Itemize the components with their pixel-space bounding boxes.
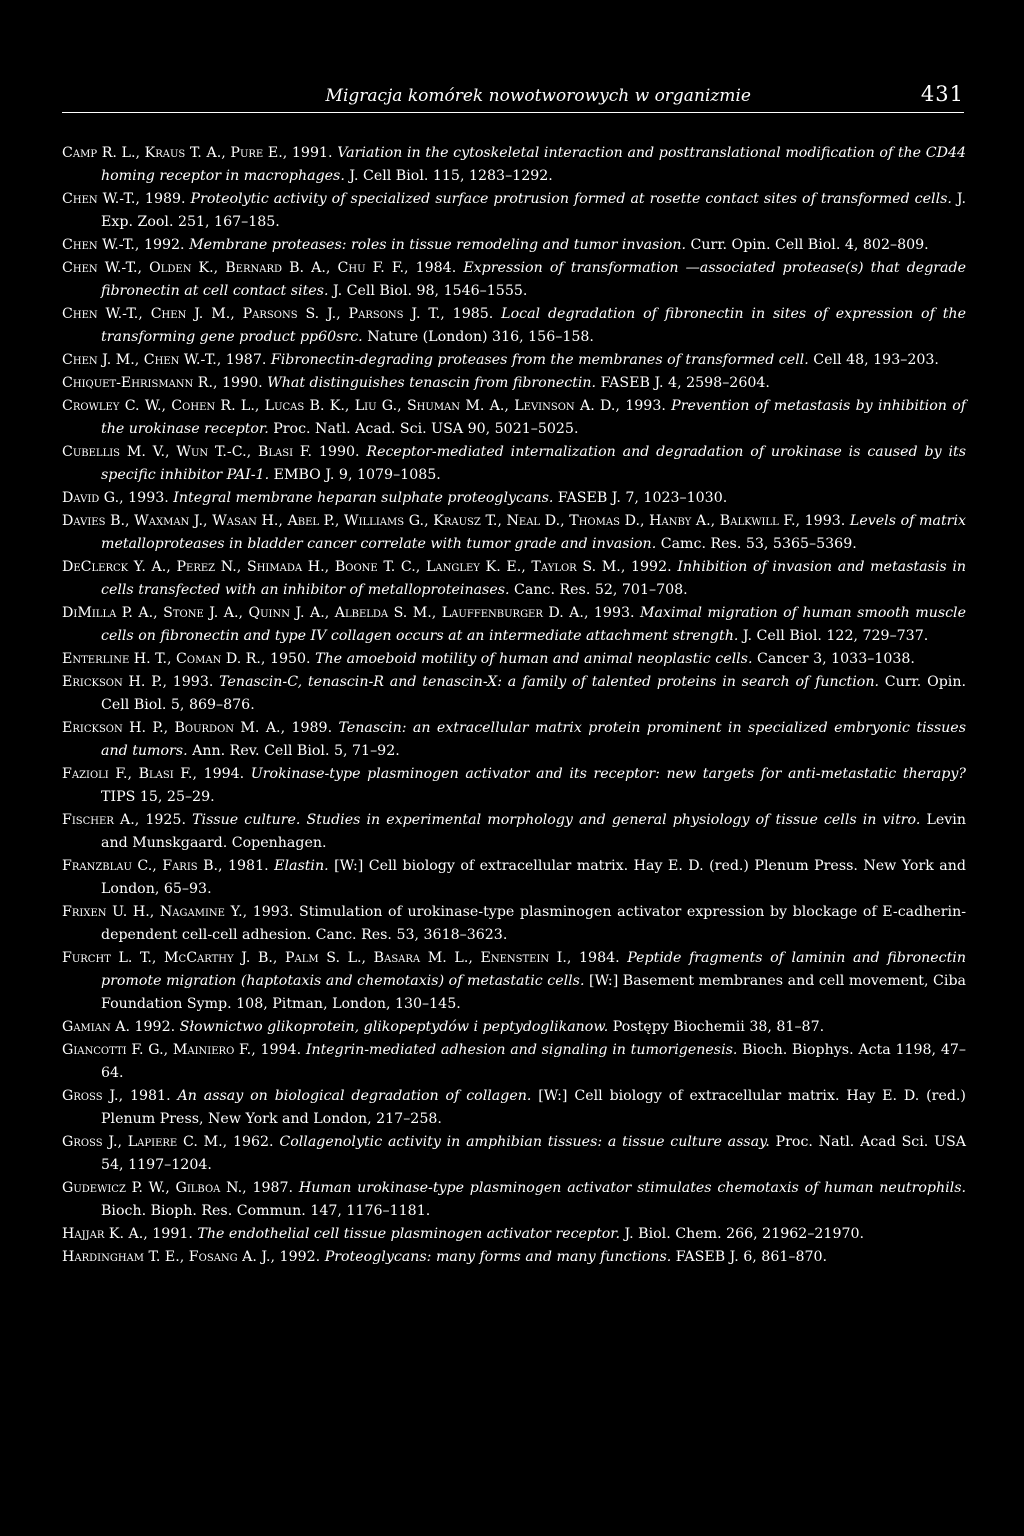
reference-source: Stimulation of urokinase-type plasminogen activator expression by blockage of E-cadherin-dependent cell-cell adhesion. Canc. Res. 53, 3618–3623. xyxy=(101,904,966,943)
reference-entry xyxy=(62,441,966,487)
reference-entry xyxy=(62,855,966,901)
reference-source: Cancer 3, 1033–1038. xyxy=(752,651,915,667)
reference-year: , 1925. xyxy=(134,812,193,828)
reference-title: Variation in the cytoskeletal interaction and posttranslational modification of the CD44 homing receptor in macrophages. xyxy=(101,145,967,184)
running-title: Migracja komórek nowotworowych w organizmie xyxy=(325,86,751,106)
reference-year: , 1981. xyxy=(218,858,275,874)
reference-title: Tissue culture. Studies in experimental morphology and general physiology of tissue cells in vitro. xyxy=(192,812,921,828)
reference-authors: Gross J., Lapiere C. M. xyxy=(62,1134,223,1150)
reference-authors: DiMilla P. A., Stone J. A., Quinn J. A., Albelda S. M., Lauffenburger D. A. xyxy=(62,605,584,621)
reference-title: Proteoglycans: many forms and many functions. xyxy=(324,1249,672,1265)
reference-year: , 1987. xyxy=(216,352,271,368)
reference-entry xyxy=(62,1223,966,1246)
reference-authors: Hardingham T. E., Fosang A. J. xyxy=(62,1249,271,1265)
reference-entry xyxy=(62,372,966,395)
reference-year: , 1989. xyxy=(280,720,339,736)
reference-year: , 1950. xyxy=(260,651,316,667)
reference-authors: Chen W.-T., Olden K., Bernard B. A., Chu F. F. xyxy=(62,260,404,276)
reference-authors: Chen J. M., Chen W.-T. xyxy=(62,352,217,368)
reference-title: Receptor-mediated internalization and degradation of urokinase is caused by its specific inhibitor PAI-1. xyxy=(101,444,966,483)
reference-source: Ann. Rev. Cell Biol. 5, 71–92. xyxy=(187,743,400,759)
reference-title: Tenascin-C, tenascin-R and tenascin-X: a family of talented proteins in search of function. xyxy=(219,674,879,690)
reference-year: , 1992. xyxy=(620,559,678,575)
reference-source: J. Biol. Chem. 266, 21962–21970. xyxy=(620,1226,865,1242)
reference-title: An assay on biological degradation of collagen. xyxy=(177,1088,532,1104)
reference-source: Canc. Res. 52, 701–708. xyxy=(509,582,688,598)
reference-source: Curr. Opin. Cell Biol. 5, 869–876. xyxy=(101,674,966,713)
reference-year: , 1991. xyxy=(282,145,338,161)
reference-source: Camc. Res. 53, 5365–5369. xyxy=(656,536,857,552)
reference-entry xyxy=(62,1177,966,1223)
reference-source: [W:] Cell biology of extracellular matrix. Hay E. D. (red.) Plenum Press. New York and London, 65–93. xyxy=(101,858,966,897)
reference-source: Nature (London) 316, 156–158. xyxy=(362,329,594,345)
reference-source: Proc. Natl. Acad Sci. USA 54, 1197–1204. xyxy=(101,1134,966,1173)
reference-entry xyxy=(62,809,966,855)
reference-source: FASEB J. 6, 861–870. xyxy=(671,1249,828,1265)
page-number: 431 xyxy=(920,82,964,106)
reference-year: , 1989. xyxy=(135,191,191,207)
reference-title: Maximal migration of human smooth muscle cells on fibronectin and type IV collagen occurs at an intermediate attachment strength. xyxy=(101,605,966,644)
reference-entry xyxy=(62,717,966,763)
reference-authors: Giancotti F. G., Mainiero F. xyxy=(62,1042,252,1058)
reference-source: FASEB J. 7, 1023–1030. xyxy=(553,490,728,506)
reference-title: Expression of transformation —associated protease(s) that degrade fibronectin at cell contact sites. xyxy=(101,260,966,299)
reference-authors: Furcht L. T., McCarthy J. B., Palm S. L., Basara M. L., Enenstein I. xyxy=(62,950,567,966)
reference-source: EMBO J. 9, 1079–1085. xyxy=(269,467,441,483)
reference-title: The endothelial cell tissue plasminogen activator receptor. xyxy=(197,1226,621,1242)
reference-entry xyxy=(62,1246,966,1269)
reference-year: , 1962. xyxy=(222,1134,280,1150)
reference-authors: Gross J. xyxy=(62,1088,119,1104)
reference-authors: Gudewicz P. W., Gilboa N. xyxy=(62,1180,243,1196)
reference-entry xyxy=(62,602,966,648)
reference-title: Fibronectin-degrading proteases from the membranes of transformed cell. xyxy=(270,352,809,368)
reference-list xyxy=(62,142,966,1269)
reference-title: What distinguishes tenascin from fibronectin. xyxy=(267,375,597,391)
reference-authors: Fischer A. xyxy=(62,812,135,828)
reference-source: Postępy Biochemii 38, 81–87. xyxy=(608,1019,825,1035)
reference-authors: Erickson H. P., Bourdon M. A. xyxy=(62,720,281,736)
reference-authors: Crowley C. W., Cohen R. L., Lucas B. K., Liu G., Shuman M. A., Levinson A. D. xyxy=(62,398,616,414)
reference-entry xyxy=(62,303,966,349)
reference-source: Curr. Opin. Cell Biol. 4, 802–809. xyxy=(686,237,929,253)
reference-entry xyxy=(62,1016,966,1039)
reference-entry xyxy=(62,901,966,947)
reference-source: Cell 48, 193–203. xyxy=(808,352,939,368)
reference-authors: Chen W.-T., Chen J. M., Parsons S. J., Parsons J. T. xyxy=(62,306,441,322)
reference-title: Collagenolytic activity in amphibian tissues: a tissue culture assay. xyxy=(279,1134,770,1150)
reference-title: Słownictwo glikoprotein, glikopeptydów i peptydoglikanow. xyxy=(179,1019,609,1035)
reference-authors: Frixen U. H., Nagamine Y. xyxy=(62,904,243,920)
reference-year: , 1993. xyxy=(583,605,640,621)
reference-entry xyxy=(62,1085,966,1131)
reference-title: Integrin-mediated adhesion and signaling in tumorigenesis. xyxy=(305,1042,738,1058)
reference-authors: Erickson H. P. xyxy=(62,674,163,690)
reference-year: , 1993. xyxy=(795,513,850,529)
reference-source: Bioch. Bioph. Res. Commun. 147, 1176–1181. xyxy=(101,1203,431,1219)
reference-authors: Cubellis M. V., Wun T.-C., Blasi F. xyxy=(62,444,313,460)
reference-year: 1990. xyxy=(312,444,367,460)
reference-title: Human urokinase-type plasminogen activator stimulates chemotaxis of human neutrophils. xyxy=(298,1180,967,1196)
reference-entry xyxy=(62,1131,966,1177)
reference-source: J. Cell Biol. 122, 729–737. xyxy=(738,628,929,644)
reference-entry xyxy=(62,257,966,303)
reference-entry xyxy=(62,234,966,257)
reference-entry xyxy=(62,648,966,671)
reference-authors: Chen W.-T. xyxy=(62,191,136,207)
reference-year: , 1984. xyxy=(404,260,464,276)
reference-year: , 1981. xyxy=(118,1088,178,1104)
reference-entry xyxy=(62,671,966,717)
reference-title: The amoeboid motility of human and animal neoplastic cells. xyxy=(315,651,753,667)
reference-authors: Chen W.-T. xyxy=(62,237,135,253)
reference-authors: Camp R. L., Kraus T. A., Pure E. xyxy=(62,145,283,161)
reference-year: , 1990. xyxy=(213,375,268,391)
reference-authors: Chiquet-Ehrismann R. xyxy=(62,375,213,391)
reference-title: Tenascin: an extracellular matrix protein prominent in specialized embryonic tissues and tumors. xyxy=(101,720,966,759)
reference-entry xyxy=(62,763,966,809)
reference-authors: Fazioli F., Blasi F. xyxy=(62,766,193,782)
reference-entry xyxy=(62,556,966,602)
reference-entry xyxy=(62,947,966,1016)
reference-year: , 1992. xyxy=(270,1249,325,1265)
reference-title: Levels of matrix metalloproteases in bladder cancer correlate with tumor grade and invasion. xyxy=(101,513,966,552)
reference-authors: DeClerck Y. A., Perez N., Shimada H., Boone T. C., Langley K. E., Taylor S. M. xyxy=(62,559,621,575)
reference-year: , 1985. xyxy=(440,306,502,322)
reference-source: Levin and Munskgaard. Copenhagen. xyxy=(101,812,966,851)
reference-source: [W:] Cell biology of extracellular matrix. Hay E. D. (red.) Plenum Press, New York and London, 217–258. xyxy=(101,1088,966,1127)
reference-year: , 1987. xyxy=(242,1180,299,1196)
reference-source: J. Cell Biol. 115, 1283–1292. xyxy=(344,168,553,184)
reference-title: Inhibition of invasion and metastasis in cells transfected with an inhibitor of metalloproteinases. xyxy=(101,559,967,598)
reference-authors: David G. xyxy=(62,490,120,506)
reference-year: , 1993. xyxy=(119,490,174,506)
reference-year: , 1993. xyxy=(162,674,220,690)
reference-entry xyxy=(62,1039,966,1085)
reference-year: , 1991. xyxy=(143,1226,198,1242)
reference-source: Proc. Natl. Acad. Sci. USA 90, 5021–5025. xyxy=(268,421,579,437)
reference-entry xyxy=(62,349,966,372)
running-header xyxy=(62,82,964,113)
reference-title: Prevention of metastasis by inhibition of the urokinase receptor. xyxy=(101,398,966,437)
reference-year: 1992. xyxy=(129,1019,180,1035)
reference-source: TIPS 15, 25–29. xyxy=(101,789,215,805)
reference-source: J. Cell Biol. 98, 1546–1555. xyxy=(328,283,528,299)
reference-authors: Enterline H. T., Coman D. R. xyxy=(62,651,261,667)
reference-authors: Davies B., Waxman J., Wasan H., Abel P., Williams G., Krausz T., Neal D., Thomas D., Hanby A., Balkwill F. xyxy=(62,513,796,529)
reference-title: Elastin. xyxy=(274,858,329,874)
reference-entry xyxy=(62,395,966,441)
reference-year: , 1993. xyxy=(242,904,299,920)
reference-entry xyxy=(62,142,966,188)
reference-entry xyxy=(62,487,966,510)
reference-authors: Gamian A. xyxy=(62,1019,130,1035)
reference-entry xyxy=(62,510,966,556)
reference-entry xyxy=(62,188,966,234)
reference-title: Proteolytic activity of specialized surface protrusion formed at rosette contact sites of transformed cells. xyxy=(190,191,952,207)
reference-authors: Hajjar K. A. xyxy=(62,1226,144,1242)
reference-year: , 1992. xyxy=(134,237,190,253)
reference-source: J. Exp. Zool. 251, 167–185. xyxy=(101,191,966,230)
reference-year: , 1994. xyxy=(192,766,251,782)
reference-title: Membrane proteases: roles in tissue remodeling and tumor invasion. xyxy=(189,237,687,253)
reference-source: [W:] Basement membranes and cell movement, Ciba Foundation Symp. 108, Pitman, London, 130–145. xyxy=(101,973,966,1012)
reference-title: Local degradation of fibronectin in sites of expression of the transforming gene product pp60src. xyxy=(101,306,966,345)
reference-year: , 1994. xyxy=(251,1042,306,1058)
reference-year: , 1984. xyxy=(566,950,628,966)
reference-source: Bioch. Biophys. Acta 1198, 47–64. xyxy=(101,1042,966,1081)
reference-source: FASEB J. 4, 2598–2604. xyxy=(596,375,770,391)
reference-title: Peptide fragments of laminin and fibronectin promote migration (haptotaxis and chemotaxis) of metastatic cells. xyxy=(101,950,966,989)
reference-year: , 1993. xyxy=(615,398,672,414)
reference-authors: Franzblau C., Faris B. xyxy=(62,858,219,874)
reference-title: Integral membrane heparan sulphate proteoglycans. xyxy=(173,490,554,506)
reference-title: Urokinase-type plasminogen activator and its receptor: new targets for anti-metastatic therapy? xyxy=(250,766,966,782)
